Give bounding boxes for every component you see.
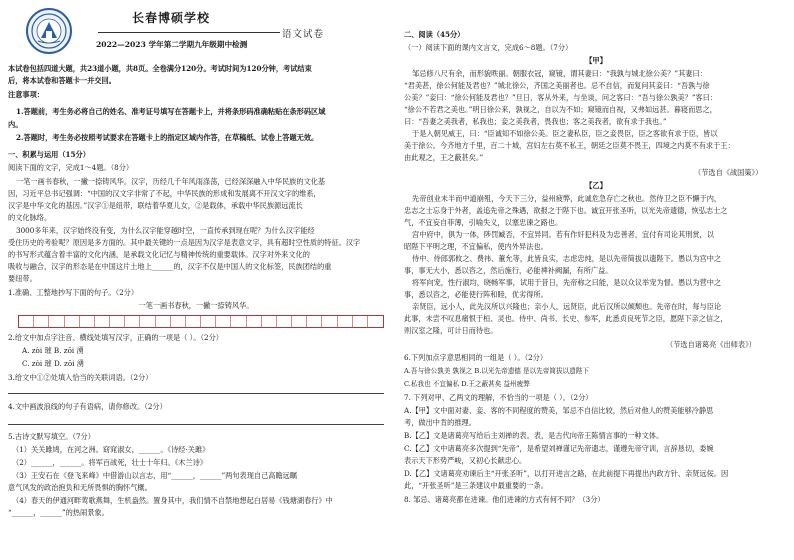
question-3: 3.给文中①②处填入恰当的关联词语。（2分） bbox=[8, 373, 153, 382]
source-note: （节选自《战国策》） bbox=[694, 168, 763, 177]
question-4: 4.文中画波浪线的句子有语病，请你修改。（2分） bbox=[8, 402, 167, 411]
intro-line: 本试卷包括四道大题，共23道小题，共8页。全卷满分120分。考试时间为120分钟，考试结束 bbox=[8, 64, 312, 73]
exam-title: 2022—2023 学年第二学期九年级期中检测 bbox=[96, 40, 248, 49]
notice-item: 1.答题前，考生务必将自己的姓名、准考证号填写在答题卡上，并将条形码准确粘贴在条形码区域 bbox=[16, 107, 326, 116]
passage-line: 则汉室之隆，可计日而待也。 bbox=[404, 326, 498, 335]
passage-line: 一笔一画书春秋，一撇一捺铸风华。汉字，历经几千年风雨涤荡，已经深深融入中华民族的文化基 bbox=[16, 177, 326, 186]
option-text: 此，“开张圣听”是三条建议中最重要的一条。 bbox=[404, 481, 548, 490]
subject-title: 语文试卷 bbox=[282, 29, 325, 40]
poem-item: （1）关关雎鸠，在河之洲。窈窕淑女，______。《诗经·关雎》 bbox=[12, 445, 210, 454]
source-note: （节选自诸葛亮《出师表》） bbox=[666, 340, 756, 349]
copy-sentence: 一笔一画书春秋，一撇一捺铸风华。 bbox=[138, 301, 254, 310]
question-5: 5.古诗文默写填空。（7分） bbox=[8, 432, 95, 441]
option-text: 考，做出中肯的推理。 bbox=[404, 418, 476, 427]
passage-line: 的文化脉络。 bbox=[8, 213, 52, 222]
poem-item: 意气风发的政治抱负和无所畏惧的胸怀气概。 bbox=[8, 483, 152, 492]
passage-line: 昭陛下平明之理，不宜偏私，使内外异法也。 bbox=[404, 242, 548, 251]
passage-line: 受住历史的考验呢？原因是多方面的。其中最关键的一点是因为汉字是表意文字，具有超时空性质的特征。汉字 bbox=[8, 238, 361, 247]
passage-line: 气，不宜妄自菲薄，引喻失义，以塞忠谏之路也。 bbox=[404, 218, 563, 227]
passage-label-jia: 【甲】 bbox=[585, 56, 607, 65]
question-2: 2.给文中加点字注音、横线处填写汉字，正确的一项是（ ）。（2分） bbox=[8, 333, 223, 342]
passage-line: 因，习近平总书记强调：“中国的汉文字非常了不起，中华民族的形成和发展离不开汉文字的维系， bbox=[8, 189, 321, 198]
passage-line: 将军向宠，性行淑均，晓畅军事，试用于昔日，先帝称之曰能，是以众议举宠为督。愚以为营中之 bbox=[412, 278, 722, 287]
notice-item: 内。 bbox=[8, 120, 23, 129]
option-text: B.【乙】文是诸葛亮写给后主刘禅的表。表，是古代向帝王陈情言事的一种文体。 bbox=[404, 431, 664, 440]
question-8: 8. 邹忌、诸葛亮都在进谏。他们进谏的方式有何不同？（3分） bbox=[404, 495, 605, 504]
passage-line: 美于徐公。今齐地方千里，百二十城，宫妇左右莫不私王，朝廷之臣莫不畏王，四境之内莫不有求于王： bbox=[404, 141, 735, 150]
answer-line[interactable] bbox=[8, 424, 384, 425]
passage-line: 先帝创业未半而中道崩殂，今天下三分，益州疲弊，此诚危急存亡之秋也。然侍卫之臣不懈于内， bbox=[412, 194, 722, 203]
poem-item: （2）______，______。将军百战死，壮士十年归。《木兰诗》 bbox=[12, 458, 208, 467]
passage-line: 宫中府中，俱为一体，陟罚臧否，不宜异同。若有作奸犯科及为忠善者，宜付有司论其刑赏，以 bbox=[412, 230, 714, 239]
option-row: C. zòi 璀 D. zōi 湧 bbox=[22, 359, 84, 368]
passage-line: 侍中、侍郎郭攸之、费祎、董允等，此皆良实，志虑忠纯，是以先帝简拔以遗陛下。愚以为宫中之 bbox=[412, 254, 722, 263]
option-row: A. zòi 璀 B. zōi 湧 bbox=[22, 346, 84, 355]
reading-instruction: （一）阅读下面的课内文言文，完成6～8题。（7分） bbox=[404, 43, 573, 52]
poem-item: （4）春天的伊通河畔莺歌燕舞，生机盎然。置身其中，我们情不自禁地想起白居易《钱塘湖春行》中 bbox=[12, 496, 333, 505]
section-heading: 一、积累与运用（15分） bbox=[8, 150, 90, 159]
writing-grid[interactable] bbox=[18, 315, 384, 328]
passage-label-yi: 【乙】 bbox=[585, 181, 607, 190]
poem-item: （3）王安石在《登飞来峰》中借游山以言志，用“______，______”两句表现自己高瞻远瞩 bbox=[12, 471, 298, 480]
passage-line: “君美甚，徐公何能及君也？”城北徐公，齐国之美丽者也。忌不自信，而复问其妾曰：“吾孰与徐 bbox=[404, 81, 710, 90]
option-row: C.私我也 不宜偏私 D.王之蔽甚矣 益州疲弊 bbox=[404, 380, 530, 388]
section-heading: 二、阅读（45分） bbox=[404, 30, 465, 39]
notice-item: 2.答题时，考生务必按照考试要求在答题卡上的指定区域内作答，在草稿纸、试卷上答题无效。 bbox=[16, 133, 319, 142]
option-text: C.【乙】文中诸葛亮多次提到“先帝”，是希望刘禅谨记先帝遗志，谨遵先帝守训，言辞恳切，委婉 bbox=[404, 444, 714, 453]
option-text: A.【甲】文中面对妻、妾、客的不同程度的赞美，邹忌不自信比较，然后对他人的赞美能够冷静思 bbox=[404, 406, 714, 415]
poem-item: “______，______”的热闹景象。 bbox=[8, 508, 109, 517]
passage-line: 由此观之，王之蔽甚矣。” bbox=[404, 153, 484, 162]
school-emblem-icon bbox=[29, 11, 69, 51]
passage-line: 亲贤臣，远小人，此先汉所以兴隆也；亲小人，远贤臣，此后汉所以倾颓也。先帝在时，每与臣论 bbox=[412, 302, 722, 311]
reading-instruction: 阅读下面的文字，完成1～4题。（8分） bbox=[8, 163, 134, 172]
option-row: A.吾与徐公孰美 孰视之 B.以光先帝遗德 是以先帝简拔以遗陛下 bbox=[404, 367, 589, 375]
intro-line: 后，将本试卷和答题卡一并交回。 bbox=[8, 76, 116, 85]
passage-line: 忠志之士忘身于外者，盖追先帝之殊遇，欲报之于陛下也。诚宜开张圣听，以光先帝遗德，恢弘志士之 bbox=[404, 206, 728, 215]
option-text: 表示天下形势严峻，又初心长献忠心。 bbox=[404, 456, 527, 465]
name-rule bbox=[98, 32, 280, 33]
answer-line[interactable] bbox=[8, 393, 384, 394]
passage-line: 公美？”妾曰：“徐公何能及君也？”旦日，客从外来，与坐谈，问之客曰：“吾与徐公孰美？”客曰： bbox=[404, 93, 718, 102]
passage-line: 吸收与融合，汉字的形态是在中国这片土地上______的，汉字不仅是中国人的文化标签，民族团结的重 bbox=[8, 262, 332, 271]
passage-line: 于是入朝见威王，曰：“臣诚知不如徐公美。臣之妻私臣，臣之妾畏臣，臣之客欲有求于臣，皆以 bbox=[412, 129, 718, 138]
question-7: 7. 下列对甲、乙两文的理解，不恰当的一项是（ ）。（2分） bbox=[404, 393, 593, 402]
question-1: 1.准确、工整地抄写下面的句子。（2分） bbox=[8, 288, 139, 297]
passage-line: 的书写形式蕴含着丰富的文化内涵，是承载文化记忆与精神传统的重要载体。汉字对外来文化的 bbox=[8, 250, 310, 259]
notice-heading: 注意事项： bbox=[8, 90, 44, 99]
passage-line: 事，事无大小，悉以咨之，然后施行，必能裨补阙漏，有所广益。 bbox=[404, 266, 613, 275]
passage-line: 事，悉以咨之，必能使行阵和睦，优劣得所。 bbox=[404, 290, 548, 299]
option-text: D.【乙】文诸葛亮劝谏后主“开张圣听”，以打开进言之路，在此前提下再提出内政方针、亲贤远佞。因 bbox=[404, 469, 729, 478]
passage-line: 3000多年来，汉字始终没有变，为什么汉字能穿越时空，一直传承到现在呢？为什么汉字能经 bbox=[16, 226, 315, 235]
passage-line: 汉字是中华文化的基因。”汉字①是纽带，联结着华夏儿女，②是载体，承载中华民族源远流长 bbox=[8, 201, 303, 210]
passage-line: 要纽带。 bbox=[8, 274, 37, 283]
school-name: 长春博硕学校 bbox=[132, 11, 211, 25]
passage-line: 邹忌修八尺有余，而形貌昳丽。朝服衣冠，窥镜，谓其妻曰：“我孰与城北徐公美？”其妻曰： bbox=[412, 69, 707, 78]
question-6: 6.下列加点字意思相同的一组是（ ）。（2分） bbox=[404, 353, 548, 362]
passage-line: 此事，未尝不叹息痛恨于桓、灵也。侍中、尚书、长史、参军，此悉贞良死节之臣，愿陛下亲之信之， bbox=[404, 314, 728, 323]
passage-line: 曰：“吾妻之美我者，私我也；妾之美我者，畏我也；客之美我者，欲有求于我也。” bbox=[404, 117, 667, 126]
school-logo bbox=[26, 8, 72, 54]
passage-line: “徐公不若君之美也。”明日徐公来，孰视之，自以为不如；窥镜而自视，又弗如远甚。暮寝而思之， bbox=[404, 105, 717, 114]
